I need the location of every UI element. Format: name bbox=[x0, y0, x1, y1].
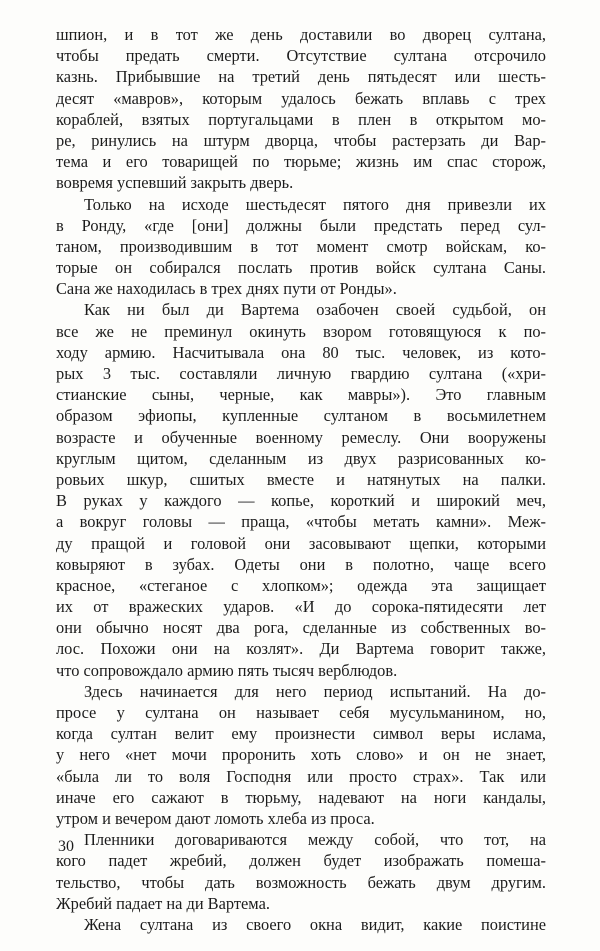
text-line: ду пращой и головой они засовывают щепки, которыми bbox=[56, 533, 546, 553]
text-line: ходу армию. Насчитывала она 80 тыс. человек, из кото- bbox=[56, 342, 546, 362]
text-line: у него «нет мочи проронить хоть слово» и он не знает, bbox=[56, 745, 546, 765]
text-line: ре, ринулись на штурм дворца, чтобы растерзать ди Вар- bbox=[56, 130, 546, 150]
text-line: иначе его сажают в тюрьму, надевают на ноги кандалы, bbox=[56, 787, 546, 807]
text-line: казнь. Прибывшие на третий день пятьдесят или шесть- bbox=[56, 67, 546, 87]
text-line: ровьих шкур, сшитых вместе и натянутых на палки. bbox=[56, 469, 546, 489]
text-line: Жребий падает на ди Вартема. bbox=[56, 893, 270, 913]
text-line: просе у султана он называет себя мусульманином, но, bbox=[56, 703, 546, 722]
text-line: ковыряют в зубах. Одеты они в полотно, чаще всего bbox=[56, 554, 546, 574]
text-line: Сана же находилась в трех днях пути от Ронды». bbox=[56, 279, 397, 299]
text-line: тельство, чтобы дать возможность бежать двум другим. bbox=[56, 872, 546, 892]
text-line: Как ни был ди Вартема озабочен своей судьбой, он bbox=[84, 300, 546, 320]
text-line: кораблей, взятых португальцами в плен в открытом мо- bbox=[56, 109, 546, 129]
text-line: а вокруг головы — праща, «чтобы метать камни». Меж- bbox=[56, 512, 546, 532]
text-line: вовремя успевший закрыть дверь. bbox=[56, 173, 294, 193]
text-line: Жена султана из своего окна видит, какие поистине bbox=[84, 914, 546, 934]
paragraph bbox=[56, 24, 546, 194]
text-line: в Ронду, «где [они] должны были предстать перед сул- bbox=[56, 215, 546, 235]
text-line: стианские сыны, черные, как мавры»). Это главным bbox=[56, 385, 546, 405]
text-line: утром и вечером дают ломоть хлеба из проса. bbox=[56, 808, 375, 828]
text-line: Только на исходе шестьдесят пятого дня привезли их bbox=[84, 194, 546, 214]
text-line: их от вражеских ударов. «И до сорока-пятидесяти лет bbox=[56, 597, 546, 617]
text-line: когда султан велит ему произнести символ веры ислама, bbox=[56, 724, 546, 744]
text-line: образом эфиопы, купленные султаном в восьмилетнем bbox=[56, 406, 546, 426]
text-line: торые он собирался послать против войск султана Саны. bbox=[56, 258, 546, 278]
paragraph bbox=[56, 681, 546, 829]
text-line: «была ли то воля Господня или просто страх». Так или bbox=[56, 766, 546, 786]
text-line: десят «мавров», которым удалось бежать вплавь с трех bbox=[56, 88, 546, 108]
paragraph bbox=[56, 829, 546, 914]
text-line: рых 3 тыс. составляли личную гвардию султана («хри- bbox=[56, 364, 546, 383]
text-line: Пленники договариваются между собой, что тот, на bbox=[84, 830, 546, 850]
text-line: В руках у каждого — копье, короткий и широкий меч, bbox=[56, 491, 546, 511]
text-line: они обычно носят два рога, сделанные из собственных во- bbox=[56, 618, 546, 638]
text-line: возрасте и обученные военному ремеслу. Они вооружены bbox=[56, 427, 546, 447]
paragraph bbox=[56, 914, 546, 935]
text-line: лос. Похожи они на козлят». Ди Вартема говорит также, bbox=[56, 639, 546, 659]
text-line: шпион, и в тот же день доставили во дворец султана, bbox=[56, 25, 546, 44]
text-line: Здесь начинается для него период испытаний. На до- bbox=[84, 681, 546, 701]
text-line: красное, «стеганое с хлопком»; одежда эта защищает bbox=[56, 575, 546, 595]
text-line: что сопровождало армию пять тысяч верблюдов. bbox=[56, 660, 398, 680]
text-line: тема и его товарищей по тюрьме; жизнь им спас сторож, bbox=[56, 152, 546, 172]
paragraph bbox=[56, 299, 546, 680]
paragraph bbox=[56, 194, 546, 300]
text-line: все же не преминул окинуть взором готовящуюся к по- bbox=[56, 321, 546, 341]
text-line: кого падет жребий, должен будет изображать помеша- bbox=[56, 851, 546, 871]
page-number: 30 bbox=[58, 838, 74, 855]
text-line: таном, производившим в тот момент смотр войскам, ко- bbox=[56, 236, 546, 256]
body-text bbox=[56, 24, 546, 935]
text-line: круглым щитом, сделанным из двух разрисованных ко- bbox=[56, 448, 546, 468]
text-line: чтобы предать смерти. Отсутствие султана отсрочило bbox=[56, 46, 546, 66]
